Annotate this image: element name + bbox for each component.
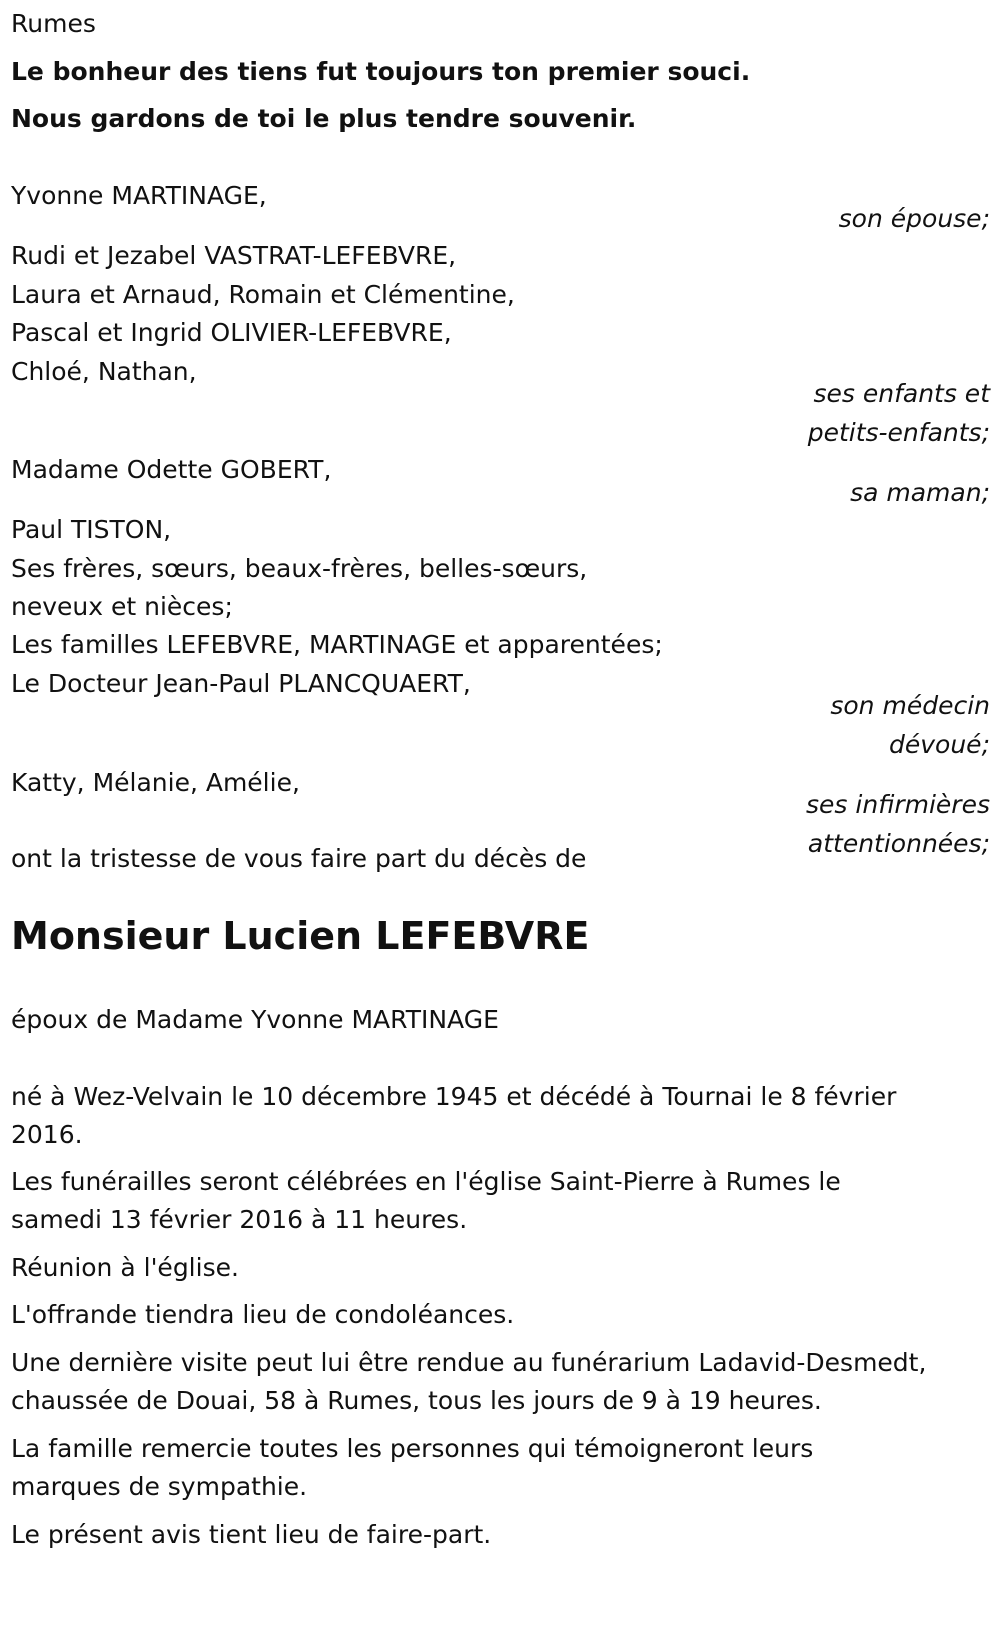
thanks-line-2: marques de sympathie. — [11, 1472, 308, 1501]
other-relative-line: Ses frères, sœurs, beaux-frères, belles-sœurs, — [11, 554, 588, 583]
other-relative-line: Paul TISTON, — [11, 515, 172, 544]
children-role-line-1: ses enfants et — [813, 379, 990, 408]
visit-line-1: Une dernière visite peut lui être rendue au funérarium Ladavid-Desmedt, — [11, 1348, 927, 1377]
other-relative-line: Le Docteur Jean-Paul PLANCQUAERT, — [11, 669, 471, 698]
child-line: Laura et Arnaud, Romain et Clémentine, — [11, 280, 515, 309]
mother-name: Madame Odette GOBERT, — [11, 455, 332, 484]
visit-line-2: chaussée de Douai, 58 à Rumes, tous les jours de 9 à 19 heures. — [11, 1386, 822, 1415]
spouse-role: son épouse; — [838, 204, 990, 233]
location: Rumes — [11, 9, 96, 38]
doctor-role-line-2: dévoué; — [889, 730, 990, 759]
meeting-text: Réunion à l'église. — [11, 1253, 239, 1282]
birth-death-line-1: né à Wez-Velvain le 10 décembre 1945 et décédé à Tournai le 8 février — [11, 1082, 897, 1111]
birth-death-line-2: 2016. — [11, 1120, 83, 1149]
quote-line-1: Le bonheur des tiens fut toujours ton premier souci. — [11, 57, 751, 86]
child-line: Rudi et Jezabel VASTRAT-LEFEBVRE, — [11, 241, 457, 270]
quote-line-2: Nous gardons de toi le plus tendre souvenir. — [11, 104, 637, 133]
other-relative-line: neveux et nièces; — [11, 592, 233, 621]
spouse-of: époux de Madame Yvonne MARTINAGE — [11, 1005, 499, 1034]
nurses-names: Katty, Mélanie, Amélie, — [11, 768, 300, 797]
children-role-line-2: petits-enfants; — [807, 418, 990, 447]
notice-text: Le présent avis tient lieu de faire-part. — [11, 1520, 492, 1549]
announcement-text: ont la tristesse de vous faire part du décès de — [11, 844, 587, 873]
child-line: Pascal et Ingrid OLIVIER-LEFEBVRE, — [11, 318, 452, 347]
doctor-role-line-1: son médecin — [830, 691, 990, 720]
nurses-role-line-2: attentionnées; — [807, 829, 990, 858]
offering-text: L'offrande tiendra lieu de condoléances. — [11, 1300, 515, 1329]
deceased-name: Monsieur Lucien LEFEBVRE — [11, 914, 590, 958]
other-relative-line: Les familles LEFEBVRE, MARTINAGE et apparentées; — [11, 630, 663, 659]
spouse-name: Yvonne MARTINAGE, — [11, 181, 267, 210]
mother-role: sa maman; — [850, 478, 990, 507]
child-line: Chloé, Nathan, — [11, 357, 197, 386]
nurses-role-line-1: ses infirmières — [806, 790, 990, 819]
funeral-line-2: samedi 13 février 2016 à 11 heures. — [11, 1205, 468, 1234]
funeral-line-1: Les funérailles seront célébrées en l'église Saint-Pierre à Rumes le — [11, 1167, 841, 1196]
thanks-line-1: La famille remercie toutes les personnes qui témoigneront leurs — [11, 1434, 814, 1463]
